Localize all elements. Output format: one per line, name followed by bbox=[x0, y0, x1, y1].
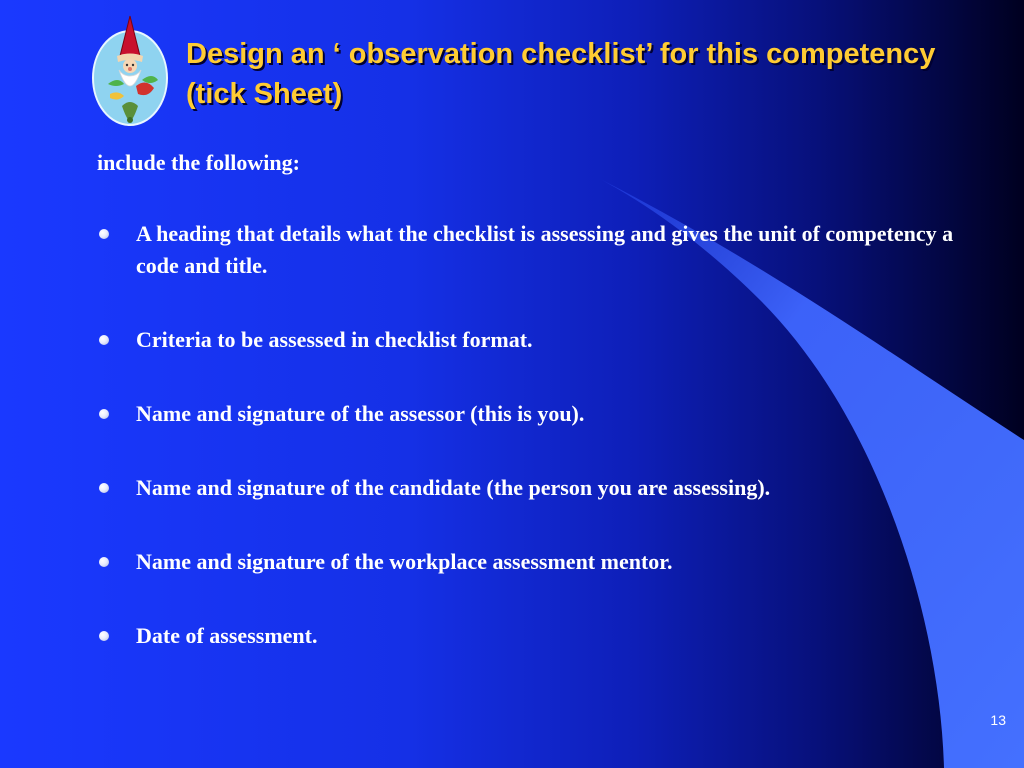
bullet-list bbox=[97, 218, 957, 694]
bullet-dot-icon bbox=[99, 631, 109, 641]
bullet-dot-icon bbox=[99, 483, 109, 493]
bullet-text: Criteria to be assessed in checklist format. bbox=[136, 327, 533, 352]
bullet-item bbox=[97, 324, 957, 356]
bullet-text: Name and signature of the workplace assessment mentor. bbox=[136, 549, 673, 574]
bullet-item bbox=[97, 398, 957, 430]
bullet-dot-icon bbox=[99, 557, 109, 567]
page-number: 13 bbox=[990, 712, 1006, 728]
bullet-text: Name and signature of the assessor (this is you). bbox=[136, 401, 585, 426]
bullet-text: Date of assessment. bbox=[136, 623, 318, 648]
bullet-item bbox=[97, 546, 957, 578]
bullet-dot-icon bbox=[99, 335, 109, 345]
bullet-item bbox=[97, 472, 957, 504]
bullet-dot-icon bbox=[99, 229, 109, 239]
intro-text: include the following: bbox=[97, 150, 300, 175]
bullet-text: A heading that details what the checklist is assessing and gives the unit of competency a code and title. bbox=[136, 221, 954, 278]
bullet-text: Name and signature of the candidate (the person you are assessing). bbox=[136, 475, 771, 500]
bullet-item bbox=[97, 218, 957, 282]
bullet-dot-icon bbox=[99, 409, 109, 419]
gnome-wizard-icon bbox=[90, 14, 170, 128]
slide-title: Design an ‘ observation checklist’ for this competency (tick Sheet) bbox=[186, 38, 936, 110]
bullet-item bbox=[97, 620, 957, 652]
